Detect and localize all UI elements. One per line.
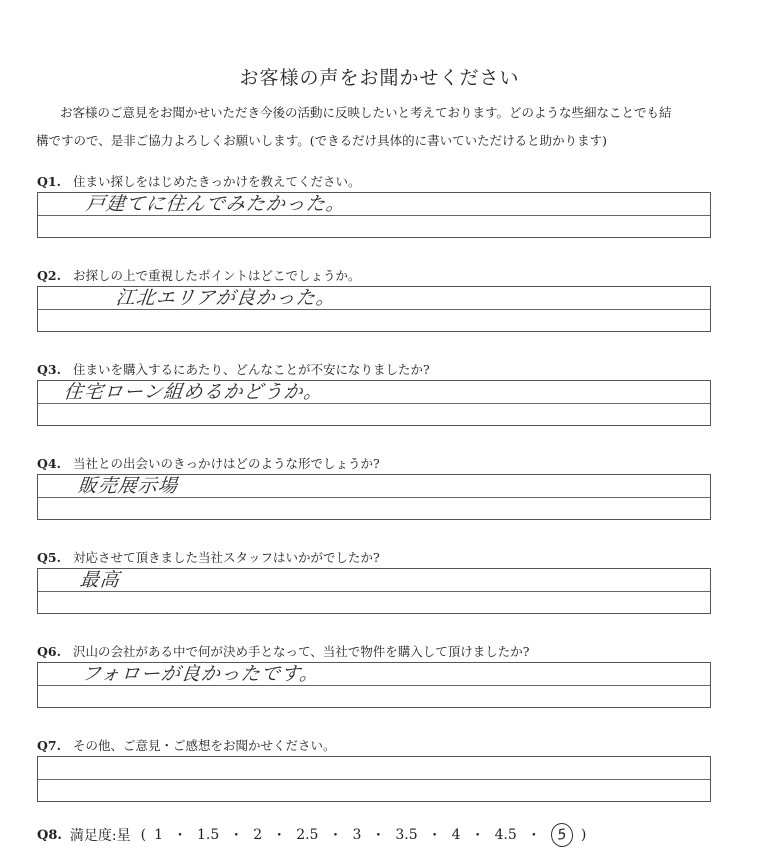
question-number: Q1. xyxy=(37,174,61,189)
answer-box-4[interactable] xyxy=(37,474,711,520)
answer-box-6[interactable] xyxy=(37,662,711,708)
rating-label: 満足度:星 xyxy=(69,828,131,844)
question-number: Q8. xyxy=(37,827,62,843)
page-title: お客様の声をお聞かせください xyxy=(239,67,520,89)
question-text: 沢山の会社がある中で何が決め手となって、当社で物件を購入して頂けましたか? xyxy=(72,644,530,659)
handwritten-answer: 住宅ローン組めるかどうか。 xyxy=(62,381,325,403)
question-5 xyxy=(37,548,380,566)
rating-option-3-5[interactable]: 3.5 xyxy=(395,827,418,843)
answer-box-1[interactable] xyxy=(37,192,711,238)
question-6 xyxy=(37,642,529,660)
question-number: Q4. xyxy=(37,456,61,471)
intro-line-2: 構ですので、是非ご協力よろしくお願いします。(できるだけ具体的に書いていただけると助かります) xyxy=(36,133,608,148)
answer-box-5[interactable] xyxy=(37,568,711,614)
rating-separator: ・ xyxy=(427,828,442,844)
answer-box-2[interactable] xyxy=(37,286,711,332)
answer-box-7[interactable] xyxy=(37,756,711,802)
answer-divider xyxy=(38,779,710,780)
question-text: お探しの上で重視したポイントはどこでしょうか。 xyxy=(72,268,361,283)
rating-separator: ・ xyxy=(371,828,386,844)
question-text: 住まいを購入するにあたり、どんなことが不安になりましたか? xyxy=(72,362,430,377)
handwritten-answer: 江北エリアが良かった。 xyxy=(114,287,338,309)
rating-option-4[interactable]: 4 xyxy=(451,827,461,843)
handwritten-answer: 戸建てに住んでみたかった。 xyxy=(84,193,348,215)
answer-box-3[interactable] xyxy=(37,380,711,426)
rating-separator: ・ xyxy=(272,828,287,844)
answer-divider xyxy=(38,591,710,592)
rating-option-1[interactable]: 1 xyxy=(154,827,164,843)
rating-separator: ・ xyxy=(173,828,188,844)
question-text: 住まい探しをはじめたきっかけを教えてください。 xyxy=(72,174,361,189)
rating-separator: ・ xyxy=(526,828,541,844)
intro-text xyxy=(36,99,726,155)
question-number: Q2. xyxy=(37,268,61,283)
question-number: Q3. xyxy=(37,362,61,377)
question-text: 当社との出会いのきっかけはどのような形でしょうか? xyxy=(72,456,380,471)
rating-separator: ・ xyxy=(229,828,244,844)
question-1 xyxy=(37,172,360,190)
question-4 xyxy=(37,454,380,472)
question-2 xyxy=(37,266,360,284)
rating-option-5-selected[interactable]: 5 xyxy=(549,822,574,849)
handwritten-answer: フォローが良かったです。 xyxy=(80,663,321,685)
question-number: Q7. xyxy=(37,738,61,753)
intro-line-1: お客様のご意見をお聞かせいただき今後の活動に反映したいと考えております。どのような些細なことでも結 xyxy=(60,105,672,120)
question-number: Q5. xyxy=(37,550,61,565)
question-text: その他、ご意見・ご感想をお聞かせください。 xyxy=(72,738,336,753)
satisfaction-rating xyxy=(37,823,590,847)
question-number: Q6. xyxy=(37,644,61,659)
rating-separator: ・ xyxy=(328,828,343,844)
question-7 xyxy=(37,736,335,754)
question-text: 対応させて頂きました当社スタッフはいかがでしたか? xyxy=(72,550,380,565)
rating-option-3[interactable]: 3 xyxy=(352,827,362,843)
rating-option-4-5[interactable]: 4.5 xyxy=(494,827,517,843)
question-3 xyxy=(37,360,430,378)
handwritten-answer: 最高 xyxy=(78,569,122,591)
rating-open-paren: ( xyxy=(140,827,147,843)
rating-close-paren: ) xyxy=(580,827,587,843)
rating-option-1-5[interactable]: 1.5 xyxy=(197,827,220,843)
handwritten-answer: 販売展示場 xyxy=(76,475,180,497)
rating-option-2[interactable]: 2 xyxy=(253,827,263,843)
rating-option-2-5[interactable]: 2.5 xyxy=(296,827,319,843)
rating-separator: ・ xyxy=(470,828,485,844)
